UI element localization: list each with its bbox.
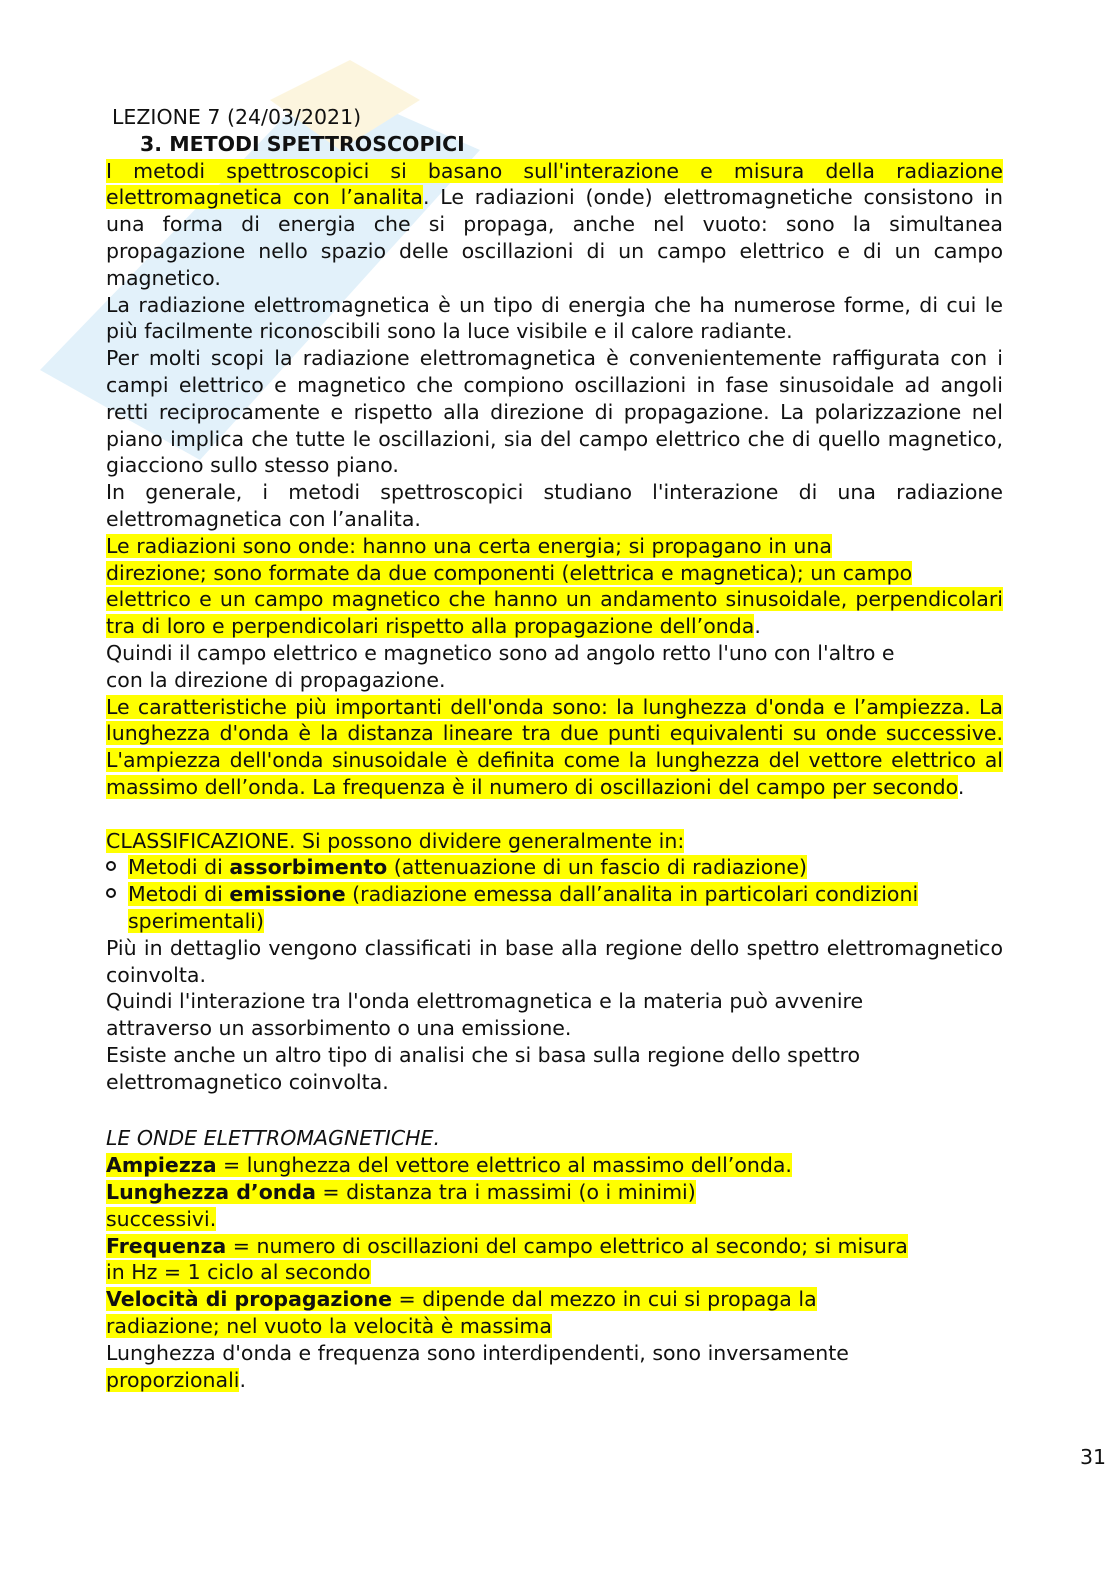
final-end: . — [239, 1367, 246, 1392]
p6-line-2: con la direzione di propagazione. — [106, 667, 446, 692]
spacer — [106, 1095, 1003, 1125]
paragraph-5 — [106, 533, 1003, 587]
bullet-circle-icon — [106, 888, 116, 898]
def-velocity — [106, 1286, 1003, 1340]
def-amplitude-def: = lunghezza del vettore elettrico al massimo dell’onda. — [216, 1153, 792, 1178]
p9-line-1: Quindi l'interazione tra l'onda elettromagnetica e la materia può avvenire — [106, 989, 864, 1014]
classification-intro-text: CLASSIFICAZIONE. Si possono dividere generalmente in: — [106, 828, 685, 853]
bullet-2-post: (radiazione emessa dall’analita in particolari condizioni — [345, 882, 919, 907]
bullet-circle-icon — [106, 861, 116, 871]
p5-line-3: elettrico e un campo magnetico che hanno un andamento sinusoidale, perpendicolari tra di loro e perpendicolari rispetto alla propagazione dell’onda — [106, 587, 1003, 639]
paragraph-5b — [106, 586, 1003, 640]
page-number: 31 — [1080, 1445, 1107, 1469]
def-frequency-line-2: in Hz = 1 ciclo al secondo — [106, 1260, 371, 1285]
def-amplitude-term: Ampiezza — [106, 1153, 217, 1178]
section-title: 3. METODI SPETTROSCOPICI — [140, 131, 465, 156]
def-frequency-text — [106, 1234, 908, 1258]
intro-rest: . Le radiazioni (onde) elettromagnetiche consistono in una forma di energia che si propaga, anche nel vuoto: sono la simultanea propagazione nello spazio delle oscillazioni di un campo elettrico e di un campo magnetico. — [106, 185, 1003, 290]
final-line-1: Lunghezza d'onda e frequenza sono interdipendenti, sono inversamente — [106, 1340, 849, 1365]
classification-intro — [106, 828, 1003, 855]
paragraph-9 — [106, 988, 1003, 1042]
def-wavelength-def: = distanza tra i massimi (o i minimi) — [315, 1180, 696, 1205]
lesson-header: LEZIONE 7 (24/03/2021) — [112, 105, 362, 129]
def-frequency-term: Frequenza — [106, 1233, 227, 1258]
bullet-2-bold: emissione — [229, 882, 346, 907]
intro-highlight: I metodi spettroscopici si basano sull'interazione e misura della radiazione elettromagnetica con l’analita — [106, 158, 1003, 210]
paragraph-2: La radiazione elettromagnetica è un tipo di energia che ha numerose forme, di cui le più facilmente riconoscibili sono la luce visibile e il calore radiante. — [106, 292, 1003, 344]
def-velocity-line-2: radiazione; nel vuoto la velocità è massima — [106, 1314, 552, 1339]
def-wavelength-term: Lunghezza d’onda — [106, 1180, 316, 1205]
def-velocity-term: Velocità di propagazione — [106, 1287, 392, 1312]
p5-line-1: Le radiazioni sono onde: hanno una certa energia; si propagano in una — [106, 533, 832, 558]
paragraph-6 — [106, 640, 1003, 694]
paragraph-7 — [106, 694, 1003, 801]
p6-line-1: Quindi il campo elettrico e magnetico sono ad angolo retto l'uno con l'altro e — [106, 640, 895, 665]
spacer — [106, 801, 1003, 828]
bullet-1-text — [128, 855, 807, 879]
def-velocity-text — [106, 1287, 817, 1311]
bullet-emission — [106, 881, 1003, 935]
p7-end: . — [957, 774, 965, 799]
bullet-1-bold: assorbimento — [229, 855, 388, 880]
bullet-2-text — [128, 882, 918, 906]
final-paragraph — [106, 1340, 1003, 1394]
paragraph-3: Per molti scopi la radiazione elettromagnetica è convenientemente raffigurata con i campi elettrico e magnetico che compiono oscillazioni in fase sinusoidale ad angoli retti reciprocamente e rispetto alla direzione di propagazione. La polarizzazione nel piano implica che tutte le oscillazioni, sia del campo elettrico che di quello magnetico, giacciono sullo stesso piano. — [106, 346, 1003, 478]
def-amplitude-text — [106, 1153, 792, 1177]
bullet-1-post: (attenuazione di un fascio di radiazione) — [387, 855, 807, 880]
bullet-2-line-2: sperimentali) — [128, 908, 264, 933]
p5-end: . — [754, 614, 761, 639]
def-velocity-def: = dipende dal mezzo in cui si propaga la — [391, 1287, 817, 1312]
def-wavelength — [106, 1179, 1003, 1233]
def-amplitude — [106, 1152, 1003, 1179]
final-line-2: proporzionali — [106, 1367, 240, 1392]
page-body — [106, 104, 1003, 1393]
p10-line-2: elettromagnetico coinvolta. — [106, 1069, 389, 1094]
paragraph-4: In generale, i metodi spettroscopici studiano l'interazione di una radiazione elettromagnetica con l’analita. — [106, 480, 1003, 531]
def-frequency — [106, 1233, 1003, 1287]
waves-title: LE ONDE ELETTROMAGNETICHE. — [106, 1126, 441, 1151]
intro-paragraph — [106, 158, 1003, 292]
def-frequency-def: = numero di oscillazioni del campo elettrico al secondo; si misura — [226, 1233, 908, 1258]
def-wavelength-line-2: successivi. — [106, 1206, 217, 1231]
bullet-1-pre: Metodi di — [128, 855, 230, 880]
p9-line-2: attraverso un assorbimento o una emissione. — [106, 1016, 572, 1041]
p5-line-2: direzione; sono formate da due componenti (elettrica e magnetica); un campo — [106, 560, 913, 585]
bullet-absorption — [106, 854, 1003, 881]
p7-highlight: Le caratteristiche più importanti dell'onda sono: la lunghezza d'onda e l’ampiezza. La lunghezza d'onda è la distanza lineare tra due punti equivalenti su onde successive. L'ampiezza dell'onda sinusoidale è definita come la lunghezza del vettore elettrico al massimo dell’onda. La frequenza è il numero di oscillazioni del campo per secondo — [106, 694, 1003, 799]
paragraph-10 — [106, 1042, 1003, 1096]
def-wavelength-text — [106, 1180, 696, 1204]
p10-line-1: Esiste anche un altro tipo di analisi che si basa sulla regione dello spettro — [106, 1042, 861, 1067]
bullet-2-pre: Metodi di — [128, 882, 230, 907]
paragraph-8: Più in dettaglio vengono classificati in base alla regione dello spettro elettromagnetico coinvolta. — [106, 935, 1003, 987]
